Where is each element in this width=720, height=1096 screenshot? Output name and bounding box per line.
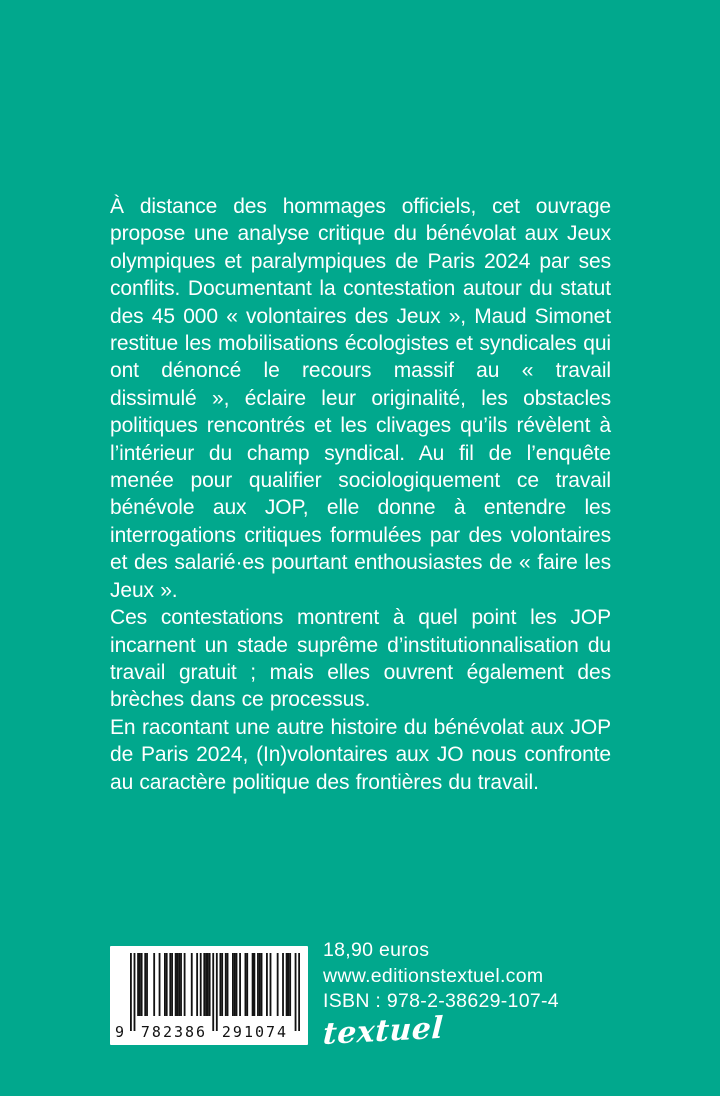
barcode — [110, 946, 308, 1045]
website-text: www.editionstextuel.com — [323, 964, 544, 987]
barcode-digits-group1: 782386 — [140, 1023, 208, 1041]
publisher-logo: textuel — [322, 1010, 445, 1052]
barcode-digit-left: 9 — [115, 1023, 125, 1041]
price-text: 18,90 euros — [323, 939, 430, 961]
isbn-text: ISBN : 978-2-38629-107-4 — [323, 990, 559, 1012]
barcode-bars — [130, 953, 300, 1031]
barcode-digits-group2: 291074 — [221, 1023, 289, 1041]
publication-info — [323, 938, 559, 1051]
blurb-paragraph-1: À distance des hommages officiels, cet ouvrage propose une analyse critique du bénévolat aux Jeux olympiques et paralympiques de Paris 2024 par ses conflits. Documentant la contestation autour du statut des 45 000 « volontaires des Jeux », Maud Simonet restitue les mobilisations écologistes et syndicales qui ont dénoncé le recours massif au « travail dissimulé », éclaire leur originalité, les obstacles politiques rencontrés et les clivages qu’ils révèlent à l’intérieur du champ syndical. Au fil de l’enquête menée pour qualifier sociologiquement ce travail bénévole aux JOP, elle donne à entendre les interrogations critiques formulées par des volontaires et des salarié·es pourtant enthousiastes de « faire les Jeux ». — [110, 195, 611, 602]
blurb — [110, 193, 611, 796]
blurb-paragraph-2: Ces contestations montrent à quel point les JOP incarnent un stade suprême d’institutionnalisation du travail gratuit ; mais elles ouvrent également des brèches dans ce processus. — [110, 606, 611, 712]
blurb-paragraph-3: En racontant une autre histoire du bénévolat aux JOP de Paris 2024, (In)volontaires aux JO nous confronte au caractère politique des frontières du travail. — [110, 715, 611, 794]
